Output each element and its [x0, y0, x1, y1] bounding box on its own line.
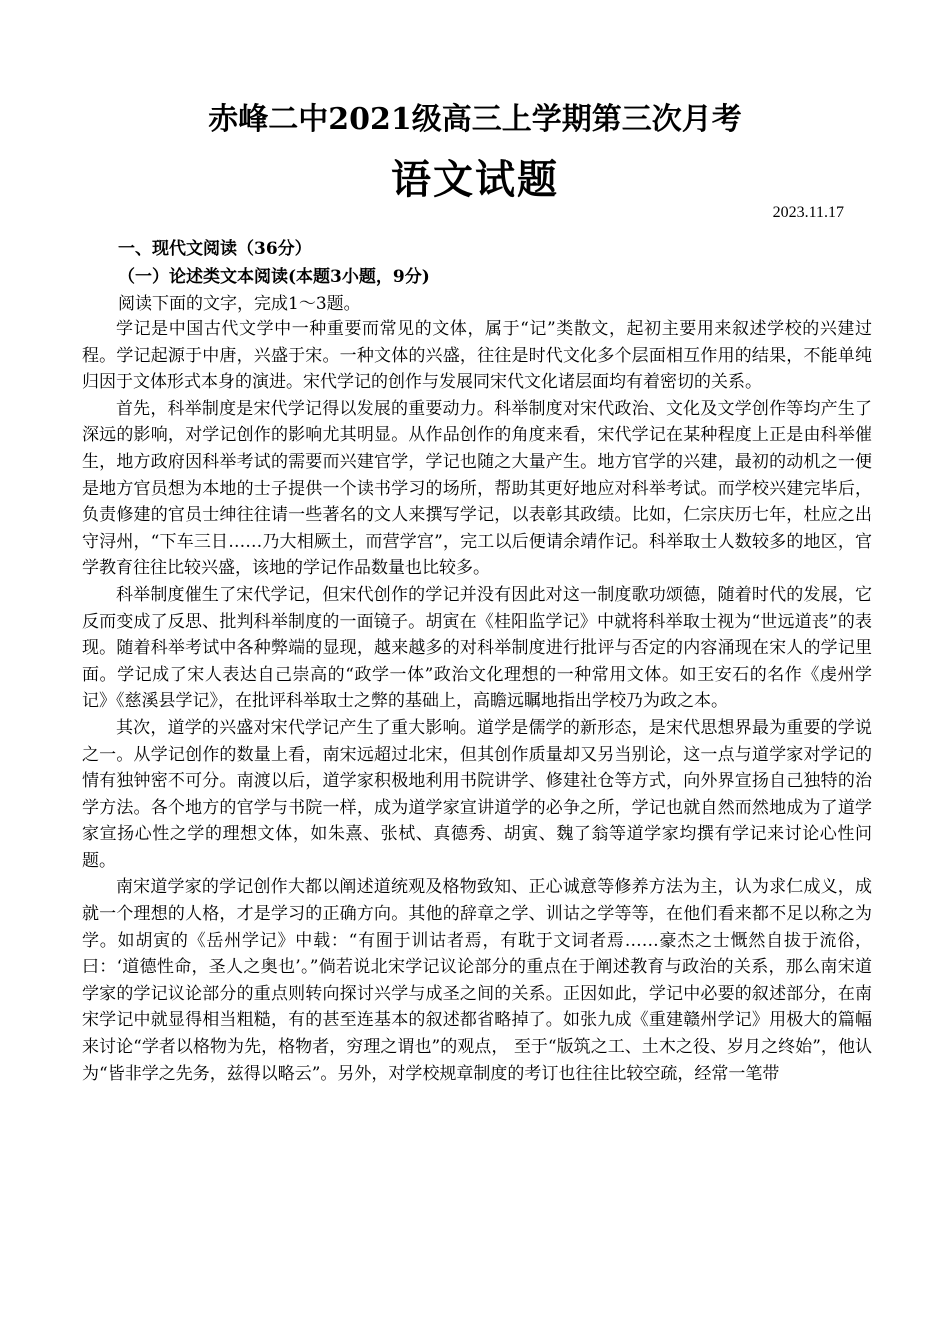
exam-date: 2023.11.17: [772, 204, 844, 221]
section-heading: 一、现代文阅读（36分）: [118, 239, 312, 259]
reading-instruction: 阅读下面的文字，完成1～3题。: [118, 294, 361, 314]
reading-passage: [82, 316, 872, 1087]
subsection-heading: （一）论述类文本阅读(本题3小题，9分): [118, 267, 430, 287]
passage-paragraph-2: 首先，科举制度是宋代学记得以发展的重要动力。科举制度对宋代政治、文化及文学创作等均产生了深远的影响，对学记创作的影响尤其明显。从作品创作的角度来看，宋代学记在某种程度上正是由科举催生，地方政府因科举考试的需要而兴建官学，学记也随之大量产生。地方官学的兴建，最初的动机之一便是地方官员想为本地的士子提供一个读书学习的场所，帮助其更好地应对科举考试。而学校兴建完毕后，负责修建的官员士绅往往请一些著名的文人来撰写学记，以表彰其政绩。比如，仁宗庆历七年，杜应之出守浔州，“下车三日……乃大相厥土，而营学宫”，完工以后便请余靖作记。科举取士人数较多的地区，官学教育往往比较兴盛，该地的学记作品数量也比较多。: [82, 398, 872, 579]
passage-paragraph-4: 其次，道学的兴盛对宋代学记产生了重大影响。道学是儒学的新形态，是宋代思想界最为重要的学说之一。从学记创作的数量上看，南宋远超过北宋，但其创作质量却又另当别论，这一点与道学家对学记的情有独钟密不可分。南渡以后，道学家积极地利用书院讲学、修建社仓等方式，向外界宣扬自己独特的治学方法。各个地方的官学与书院一样，成为道学家宣讲道学的必争之所，学记也就自然而然地成为了道学家宣扬心性之学的理想文体，如朱熹、张栻、真德秀、胡寅、魏了翁等道学家均撰有学记来讨论心性问题。: [82, 717, 872, 871]
passage-paragraph-3: 科举制度催生了宋代学记，但宋代创作的学记并没有因此对这一制度歌功颂德，随着时代的发展，它反而变成了反思、批判科举制度的一面镜子。胡寅在《桂阳监学记》中就将科举取士视为“世远道丧”的表现。随着科举考试中各种弊端的显现，越来越多的对科举制度进行批评与否定的内容涌现在宋人的学记里面。学记成了宋人表达自己崇高的“政学一体”政治文化理想的一种常用文体。如王安石的名作《虔州学记》《慈溪县学记》，在批评科举取士之弊的基础上，高瞻远瞩地指出学校乃为政之本。: [82, 584, 872, 712]
passage-paragraph-5: 南宋道学家的学记创作大都以阐述道统观及格物致知、正心诚意等修养方法为主，认为求仁成义，成就一个理想的人格，才是学习的正确方向。其他的辞章之学、训诂之学等等，在他们看来都不足以称之为学。如胡寅的《岳州学记》中载：“有囿于训诂者焉，有耽于文词者焉……豪杰之士慨然自拔于流俗，曰：‘道德性命，圣人之奥也’。”倘若说北宋学记议论部分的重点在于阐述教育与政治的关系，那么南宋道学家的学记议论部分的重点则转向探讨兴学与成圣之间的关系。正因如此，学记中必要的叙述部分，在南宋学记中就显得相当粗糙，有的甚至连基本的叙述都省略掉了。如张九成《重建赣州学记》用极大的篇幅来讨论“学者以格物为先，格物者，穷理之谓也”的观点， 至于“版筑之工、土木之役、岁月之终始”，他认为“皆非学之先务，兹得以略云”。另外，对学校规章制度的考订也往往比较空疏，经常一笔带: [82, 877, 872, 1084]
subject-title: 语文试题: [391, 156, 559, 203]
passage-paragraph-1: 学记是中国古代文学中一种重要而常见的文体，属于“记”类散文，起初主要用来叙述学校的兴建过程。学记起源于中唐，兴盛于宋。一种文体的兴盛，往往是时代文化多个层面相互作用的结果，不能单纯归因于文体形式本身的演进。宋代学记的创作与发展同宋代文化诸层面均有着密切的关系。: [82, 319, 872, 393]
exam-title: 赤峰二中2021级高三上学期第三次月考: [208, 102, 742, 137]
